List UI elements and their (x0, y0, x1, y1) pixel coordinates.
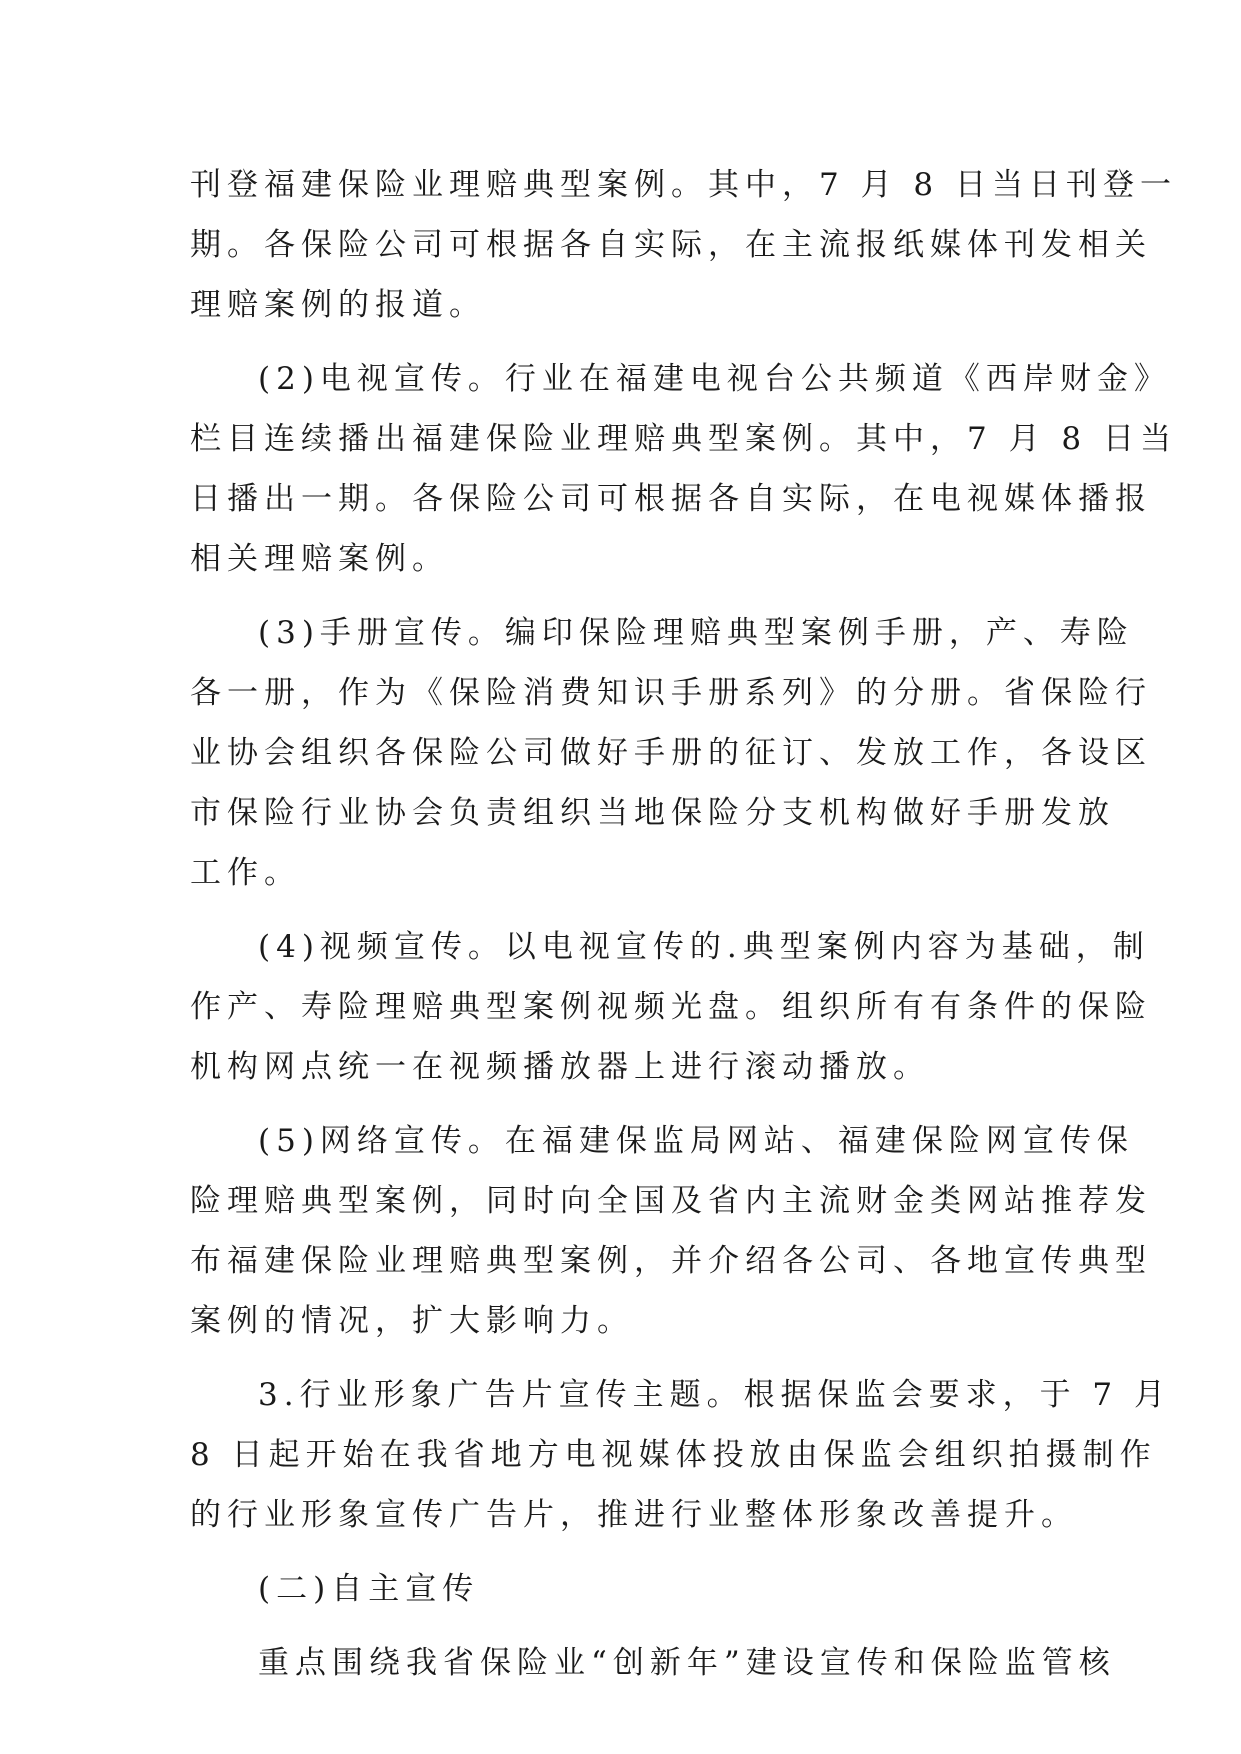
text-line: 险理赔典型案例，同时向全国及省内主流财金类网站推荐发 (190, 1183, 1152, 1219)
text-line: 相关理赔案例。 (190, 541, 449, 577)
paragraph-video-publicity (190, 917, 1152, 1097)
text-line: 案例的情况，扩大影响力。 (190, 1303, 634, 1339)
text-line: 栏目连续播出福建保险业理赔典型案例。其中，7 月 8 日当 (190, 421, 1178, 457)
paragraph-tv-publicity (190, 349, 1178, 589)
text-line: 各一册，作为《保险消费知识手册系列》的分册。省保险行 (190, 675, 1152, 711)
text-line: (3)手册宣传。编印保险理赔典型案例手册，产、寿险 (258, 615, 1134, 651)
paragraph-handbook-publicity (190, 603, 1152, 903)
text-line: 8 日起开始在我省地方电视媒体投放由保监会组织拍摄制作 (190, 1437, 1157, 1473)
paragraph-newspaper-continuation (190, 155, 1178, 335)
text-line: (5)网络宣传。在福建保监局网站、福建保险网宣传保 (258, 1123, 1134, 1159)
text-line: 业协会组织各保险公司做好手册的征订、发放工作，各设区 (190, 735, 1152, 771)
document-body (190, 155, 1178, 1693)
text-line: 市保险行业协会负责组织当地保险分支机构做好手册发放 (190, 795, 1115, 831)
text-line: 期。各保险公司可根据各自实际，在主流报纸媒体刊发相关 (190, 227, 1152, 263)
text-line: 重点围绕我省保险业“创新年”建设宣传和保险监管核 (258, 1645, 1116, 1681)
text-line: 刊登福建保险业理赔典型案例。其中，7 月 8 日当日刊登一 (190, 167, 1178, 203)
text-line: 3.行业形象广告片宣传主题。根据保监会要求，于 7 月 (258, 1377, 1172, 1413)
paragraph-online-publicity (190, 1111, 1152, 1351)
text-line: (4)视频宣传。以电视宣传的.典型案例内容为基础，制 (258, 929, 1150, 965)
text-line: 的行业形象宣传广告片，推进行业整体形象改善提升。 (190, 1497, 1078, 1533)
paragraph-self-publicity-body (190, 1633, 1116, 1693)
text-line: 日播出一期。各保险公司可根据各自实际，在电视媒体播报 (190, 481, 1152, 517)
text-line: 作产、寿险理赔典型案例视频光盘。组织所有有条件的保险 (190, 989, 1152, 1025)
section-heading-self-publicity (190, 1559, 1052, 1619)
text-line: (2)电视宣传。行业在福建电视台公共频道《西岸财金》 (258, 361, 1171, 397)
text-line: 工作。 (190, 855, 301, 891)
text-line: 机构网点统一在视频播放器上进行滚动播放。 (190, 1049, 930, 1085)
text-line: 理赔案例的报道。 (190, 287, 486, 323)
text-line: (二)自主宣传 (258, 1571, 480, 1607)
text-line: 布福建保险业理赔典型案例，并介绍各公司、各地宣传典型 (190, 1243, 1152, 1279)
paragraph-industry-image-ad (190, 1365, 1172, 1545)
